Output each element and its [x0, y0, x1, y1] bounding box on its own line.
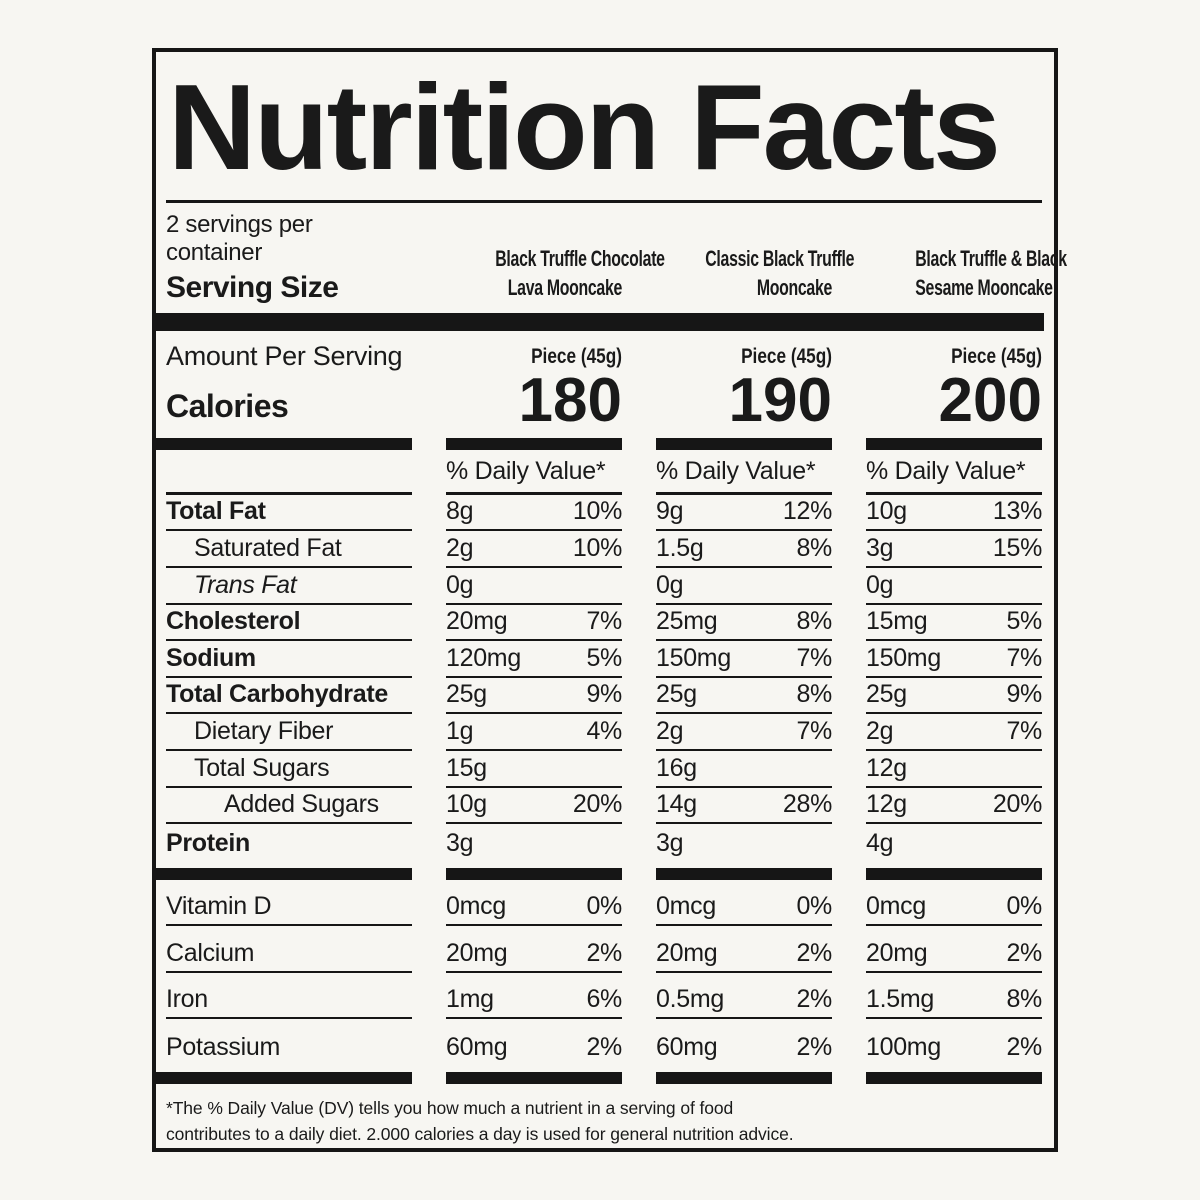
nutrient-label: Dietary Fiber: [166, 714, 412, 751]
nutrient-amount: 8g: [446, 497, 474, 526]
servings-per-container: 2 servings per container: [166, 211, 313, 266]
nutrient-value-cell: [446, 880, 622, 926]
product1-name-line1: Black Truffle Chocolate: [495, 245, 665, 271]
nutrient-dv: 20%: [572, 790, 622, 819]
nutrient-dv: 15%: [992, 534, 1042, 563]
nutrient-dv: 8%: [796, 534, 832, 563]
nutrient-amount: 1mg: [446, 985, 494, 1013]
serving-header-row: [166, 211, 1067, 305]
nutrient-row: [166, 568, 1042, 605]
amount-per-serving-label: Amount Per Serving: [166, 341, 403, 371]
nutrient-row: [166, 973, 1042, 1019]
nutrient-dv: 10%: [572, 534, 622, 563]
dv-header-col3: % Daily Value*: [866, 450, 1042, 495]
product-name-col3: [915, 244, 1067, 305]
nutrient-row: [166, 605, 1042, 642]
nutrient-value-cell: [656, 641, 832, 678]
nutrient-value-cell: [656, 605, 832, 642]
nutrient-value-cell: [446, 568, 622, 605]
bar-segment: [156, 868, 412, 880]
nutrient-amount: 150mg: [656, 643, 731, 672]
nutrient-dv: 9%: [586, 680, 622, 709]
nutrient-amount: 15g: [446, 753, 487, 782]
nutrient-value-cell: [656, 926, 832, 972]
nutrient-value-cell: [866, 824, 1042, 861]
nutrient-value-cell: [446, 678, 622, 715]
nutrient-value-cell: [866, 973, 1042, 1019]
nutrient-value-cell: [656, 678, 832, 715]
nutrient-amount: 3g: [866, 534, 894, 563]
nutrient-label: Total Carbohydrate: [166, 678, 412, 715]
nutrient-amount: 2g: [866, 717, 894, 746]
nutrient-dv: 0%: [586, 892, 622, 921]
nutrient-amount: 60mg: [656, 1033, 718, 1062]
nutrient-amount: 0g: [866, 570, 894, 599]
nutrient-label: Calcium: [166, 926, 412, 972]
nutrient-amount: 20mg: [866, 938, 928, 967]
nutrient-row: [166, 678, 1042, 715]
nutrient-amount: 150mg: [866, 643, 941, 672]
bar-segment: [656, 1072, 832, 1084]
nutrient-row: [166, 531, 1042, 568]
nutrient-dv: 2%: [796, 1033, 832, 1062]
nutrient-amount: 15mg: [866, 607, 928, 636]
nutrient-dv: 2%: [796, 938, 832, 967]
nutrient-value-cell: [866, 788, 1042, 825]
nutrient-dv: 2%: [586, 938, 622, 967]
bar-segment: [656, 868, 832, 880]
nutrient-label: Potassium: [166, 1033, 281, 1062]
bar-segment: [156, 438, 412, 450]
nutrient-dv: 8%: [796, 607, 832, 636]
nutrient-value-cell: [656, 568, 832, 605]
nutrient-value-cell: [446, 495, 622, 532]
nutrient-value-cell: [656, 714, 832, 751]
nutrient-row: [166, 751, 1042, 788]
nutrient-label: Saturated Fat: [166, 531, 412, 568]
footnote-line2: contributes to a daily diet. 2.000 calories a day is used for general nutrition advice.: [166, 1123, 794, 1144]
product3-name-line1: Black Truffle & Black: [915, 245, 1067, 271]
calories-row: [166, 366, 1042, 435]
nutrient-value-cell: [866, 641, 1042, 678]
nutrient-value-cell: [656, 495, 832, 532]
nutrient-dv: 7%: [586, 607, 622, 636]
nutrient-dv: 0%: [796, 892, 832, 921]
nutrient-value-cell: [656, 880, 832, 926]
nutrient-value-cell: [866, 531, 1042, 568]
nutrient-amount: 25g: [866, 680, 907, 709]
nutrient-amount: 9g: [656, 497, 684, 526]
nutrient-dv: 8%: [1006, 985, 1042, 1013]
footnote: [166, 1096, 1042, 1147]
nutrient-dv: 4%: [586, 717, 622, 746]
product2-name-line2: Mooncake: [756, 275, 832, 301]
nutrient-value-cell: [446, 926, 622, 972]
nutrient-amount: 60mg: [446, 1033, 508, 1062]
nutrient-label: Total Sugars: [166, 751, 412, 788]
serving-size-label: Serving Size: [166, 271, 339, 304]
nutrient-amount: 25g: [446, 680, 487, 709]
nutrient-value-cell: [866, 714, 1042, 751]
nutrient-amount: 12g: [866, 790, 907, 819]
nutrient-label: Vitamin D: [166, 880, 412, 926]
nutrient-amount: 25mg: [656, 607, 718, 636]
nutrition-facts-label: [152, 48, 1067, 1152]
nutrient-dv: 28%: [782, 790, 832, 819]
nutrient-row: [166, 1019, 1042, 1065]
nutrient-amount: 25g: [656, 680, 697, 709]
nutrient-amount: 12g: [866, 753, 907, 782]
nutrient-row: [166, 641, 1042, 678]
nutrient-row: [166, 824, 1042, 861]
nutrient-value-cell: [866, 926, 1042, 972]
page-title: Nutrition Facts: [168, 59, 999, 195]
nutrient-amount: 1.5g: [656, 534, 704, 563]
bar-segment: [446, 1072, 622, 1084]
nutrient-dv: 6%: [586, 985, 622, 1013]
nutrient-dv: 2%: [586, 1033, 622, 1062]
serving-unit-col1: Piece (45g): [531, 344, 622, 368]
nutrient-dv: 9%: [1006, 680, 1042, 709]
nutrient-amount: 14g: [656, 790, 697, 819]
nutrient-value-cell: [866, 1019, 1042, 1065]
thick-divider-bottom: [166, 1072, 1042, 1084]
nutrient-dv: 20%: [992, 790, 1042, 819]
nutrient-amount: 0g: [656, 570, 684, 599]
nutrient-amount: 20mg: [656, 938, 718, 967]
nutrient-value-cell: [866, 678, 1042, 715]
nutrient-value-cell: [866, 751, 1042, 788]
nutrient-label: Trans Fat: [166, 568, 412, 605]
bar-segment: [446, 438, 622, 450]
product-name-col2: [705, 244, 855, 305]
product1-name-line2: Lava Mooncake: [507, 275, 622, 301]
nutrient-dv: 2%: [796, 985, 832, 1013]
nutrient-amount: 10g: [446, 790, 487, 819]
bar-segment: [866, 1072, 1042, 1084]
nutrient-label: Protein: [166, 828, 251, 857]
amount-per-serving-row: [166, 341, 1042, 372]
nutrient-value-cell: [866, 495, 1042, 532]
calories-value-col1: 180: [518, 366, 622, 435]
nutrient-rows-micros: [166, 880, 1042, 1066]
nutrient-amount: 4g: [866, 828, 894, 857]
nutrient-value-cell: [446, 1019, 622, 1065]
dv-header-col2: % Daily Value*: [656, 450, 832, 495]
thick-divider-protein: [166, 868, 1042, 880]
nutrient-value-cell: [446, 824, 622, 861]
nutrient-dv: 5%: [1006, 607, 1042, 636]
nutrient-dv: 5%: [586, 643, 622, 672]
nutrient-dv: 2%: [1006, 1033, 1042, 1062]
nutrient-label: Sodium: [166, 641, 412, 678]
nutrient-dv: 7%: [1006, 643, 1042, 672]
nutrient-amount: 3g: [656, 828, 684, 857]
serving-unit-col3: Piece (45g): [951, 344, 1042, 368]
nutrient-label: Cholesterol: [166, 605, 412, 642]
nutrient-row: [166, 495, 1042, 532]
nutrient-amount: 1g: [446, 717, 474, 746]
nutrient-label: Iron: [166, 973, 412, 1019]
nutrient-amount: 10g: [866, 497, 907, 526]
nutrient-value-cell: [656, 788, 832, 825]
nutrient-dv: 8%: [796, 680, 832, 709]
nutrient-row: [166, 926, 1042, 972]
serving-info: [166, 211, 412, 305]
nutrient-label: Total Fat: [166, 495, 412, 532]
thick-divider-calories: [166, 438, 1042, 450]
nutrient-dv: 0%: [1006, 892, 1042, 921]
product-name-col1: [495, 244, 665, 305]
nutrient-amount: 0mcg: [866, 892, 926, 921]
bar-segment: [866, 438, 1042, 450]
nutrient-value-cell: [656, 824, 832, 861]
nutrient-dv: 7%: [796, 717, 832, 746]
calories-value-col2: 190: [728, 366, 832, 435]
nutrient-value-cell: [446, 641, 622, 678]
nutrient-amount: 0.5mg: [656, 985, 724, 1013]
product3-name-line2: Sesame Mooncake: [915, 275, 1053, 301]
calories-value-col3: 200: [938, 366, 1042, 435]
thick-divider-top: [156, 313, 1044, 331]
nutrient-value-cell: [866, 880, 1042, 926]
nutrient-amount: 0mcg: [446, 892, 506, 921]
nutrient-value-cell: [446, 751, 622, 788]
nutrient-dv: 13%: [992, 497, 1042, 526]
nutrient-amount: 100mg: [866, 1033, 941, 1062]
nutrient-value-cell: [656, 531, 832, 568]
title-divider: [166, 200, 1042, 203]
nutrient-amount: 2g: [446, 534, 474, 563]
nutrient-dv: 2%: [1006, 938, 1042, 967]
nutrient-value-cell: [866, 568, 1042, 605]
product2-name-line1: Classic Black Truffle: [705, 245, 855, 271]
nutrient-value-cell: [446, 531, 622, 568]
nutrient-value-cell: [656, 751, 832, 788]
nutrient-value-cell: [446, 714, 622, 751]
calories-label: Calories: [166, 387, 289, 424]
nutrient-row: [166, 788, 1042, 825]
nutrient-value-cell: [656, 973, 832, 1019]
bar-segment: [866, 868, 1042, 880]
nutrient-dv: 7%: [1006, 717, 1042, 746]
nutrient-row: [166, 714, 1042, 751]
footnote-line1: *The % Daily Value (DV) tells you how much a nutrient in a serving of food: [166, 1098, 734, 1119]
nutrient-amount: 0g: [446, 570, 474, 599]
nutrient-amount: 16g: [656, 753, 697, 782]
nutrient-amount: 0mcg: [656, 892, 716, 921]
serving-unit-col2: Piece (45g): [741, 344, 832, 368]
bar-segment: [156, 1072, 412, 1084]
daily-value-header-row: [166, 450, 1042, 495]
dv-header-spacer: [166, 450, 412, 495]
nutrient-amount: 20mg: [446, 938, 508, 967]
nutrient-amount: 2g: [656, 717, 684, 746]
nutrient-amount: 120mg: [446, 643, 521, 672]
bar-segment: [656, 438, 832, 450]
nutrient-dv: 12%: [782, 497, 832, 526]
nutrient-value-cell: [446, 605, 622, 642]
nutrient-amount: 20mg: [446, 607, 508, 636]
nutrient-row: [166, 880, 1042, 926]
nutrient-value-cell: [446, 973, 622, 1019]
nutrient-value-cell: [656, 1019, 832, 1065]
bar-segment: [446, 868, 622, 880]
nutrient-amount: 1.5mg: [866, 985, 934, 1013]
nutrient-rows-main: [166, 495, 1042, 861]
nutrient-dv: 7%: [796, 643, 832, 672]
nutrient-value-cell: [446, 788, 622, 825]
nutrient-amount: 3g: [446, 828, 474, 857]
nutrient-dv: 10%: [572, 497, 622, 526]
nutrient-value-cell: [866, 605, 1042, 642]
dv-header-col1: % Daily Value*: [446, 450, 622, 495]
nutrient-label: Added Sugars: [166, 788, 412, 825]
